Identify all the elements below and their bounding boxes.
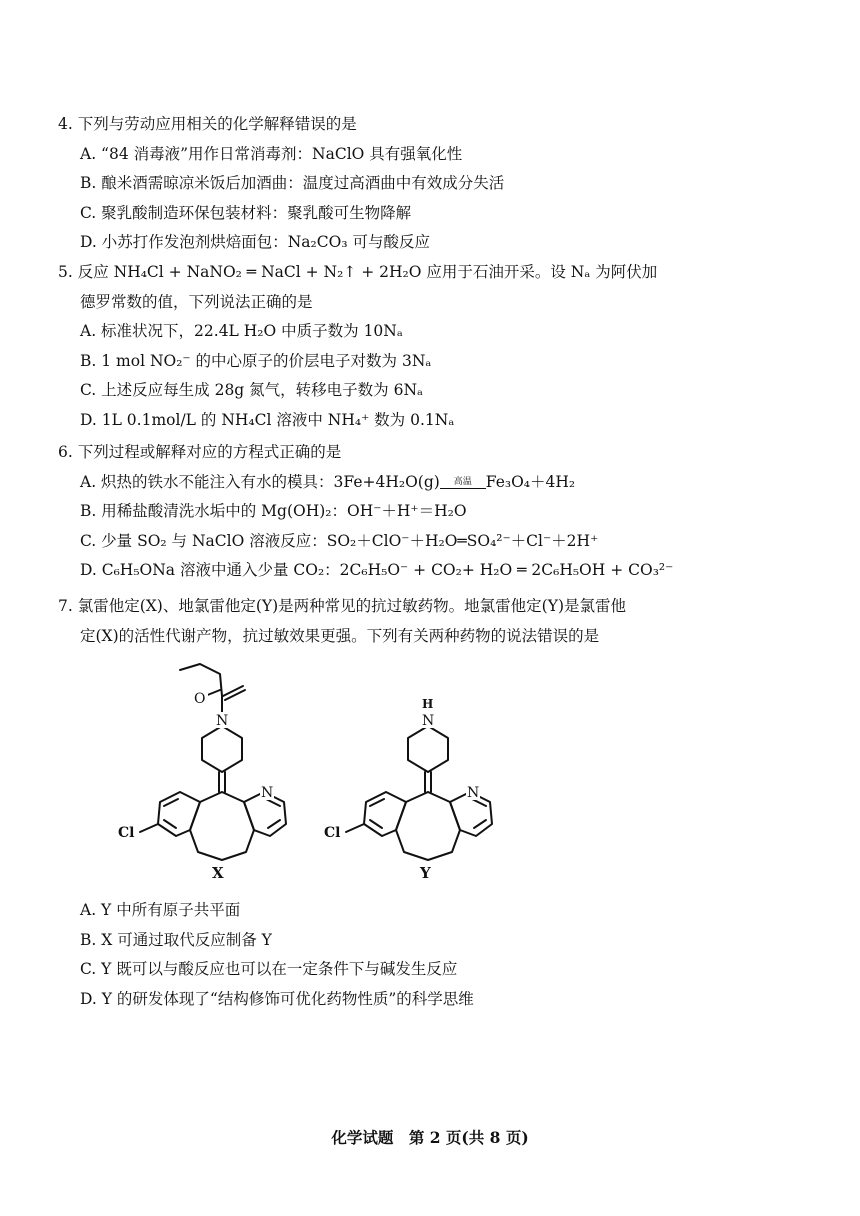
question-7-option-b: B. X 可通过取代反应制备 Y: [80, 930, 272, 949]
question-6-stem: 6. 下列过程或解释对应的方程式正确的是: [58, 443, 342, 461]
atom-label-o: O: [194, 691, 206, 707]
question-6-option-b: B. 用稀盐酸清洗水垢中的 Mg(OH)₂：OH⁻＋H⁺＝H₂O: [80, 502, 467, 520]
page-footer: 化学试题 第 2 页(共 8 页): [331, 1128, 529, 1147]
question-5-option-d: D. 1L 0.1mol/L 的 NH₄Cl 溶液中 NH₄⁺ 数为 0.1Nₐ: [80, 410, 455, 429]
question-4-option-a: A. “84 消毒液”用作日常消毒剂：NaClO 具有强氧化性: [80, 144, 463, 163]
atom-label-cl: Cl: [324, 825, 341, 841]
question-5: [58, 258, 848, 435]
reaction-condition-arrow: [440, 477, 486, 489]
question-7-stem-line1: 7. 氯雷他定(X)、地氯雷他定(Y)是两种常见的抗过敏药物。地氯雷他定(Y)是氯雷他: [58, 597, 627, 615]
question-4-option-d: D. 小苏打作发泡剂烘焙面包：Na₂CO₃ 可与酸反应: [80, 233, 430, 251]
question-4: [58, 110, 848, 258]
question-5-option-a: A. 标准状况下，22.4L H₂O 中质子数为 10Nₐ: [80, 322, 403, 340]
compound-label-y: Y: [420, 864, 431, 882]
question-7: [58, 592, 848, 651]
question-4-stem: 4. 下列与劳动应用相关的化学解释错误的是: [58, 115, 357, 133]
question-4-option-b: B. 酿米酒需晾凉米饭后加酒曲：温度过高酒曲中有效成分失活: [80, 174, 505, 192]
question-7-options: [58, 896, 848, 1014]
question-6-option-a-reactants: A. 炽热的铁水不能注入有水的模具：3Fe+4H₂O(g): [80, 472, 440, 491]
molecule-structures-figure: [100, 660, 520, 890]
question-6-option-a: [58, 468, 848, 498]
atom-label-n: N: [261, 785, 274, 801]
atom-label-n: N: [422, 713, 435, 729]
question-7-option-d: D. Y 的研发体现了“结构修饰可优化药物性质”的科学思维: [80, 989, 474, 1008]
question-7-option-c: C. Y 既可以与酸反应也可以在一定条件下与碱发生反应: [80, 960, 458, 978]
atom-label-n: N: [467, 785, 480, 801]
question-5-stem-line2: 德罗常数的值，下列说法正确的是: [80, 292, 313, 311]
question-5-option-c: C. 上述反应每生成 28g 氮气，转移电子数为 6Nₐ: [80, 381, 423, 399]
reaction-condition-label: 高温: [453, 476, 472, 487]
atom-label-cl: Cl: [118, 825, 135, 841]
compound-label-x: X: [212, 864, 224, 882]
question-6-option-c: C. 少量 SO₂ 与 NaClO 溶液反应：SO₂＋ClO⁻＋H₂O═SO₄²⁻＋Cl⁻＋2H⁺: [80, 531, 599, 550]
question-5-stem-line1: 5. 反应 NH₄Cl + NaNO₂ ═ NaCl + N₂↑ + 2H₂O 应用于石油开采。设 Nₐ 为阿伏加: [58, 263, 658, 281]
question-7-option-a: A. Y 中所有原子共平面: [80, 901, 241, 919]
atom-label-n: N: [216, 713, 229, 729]
molecule-x-structure: [140, 664, 286, 860]
question-6-option-a-products: Fe₃O₄＋4H₂: [485, 472, 576, 491]
question-7-stem-line2: 定(X)的活性代谢产物，抗过敏效果更强。下列有关两种药物的说法错误的是: [80, 626, 600, 645]
question-4-option-c: C. 聚乳酸制造环保包装材料：聚乳酸可生物降解: [80, 203, 412, 222]
question-6: [58, 438, 848, 586]
atom-label-h: H: [422, 697, 434, 711]
question-6-option-d: D. C₆H₅ONa 溶液中通入少量 CO₂：2C₆H₅O⁻ + CO₂+ H₂O ═ 2C₆H₅OH + CO₃²⁻: [80, 561, 674, 579]
question-5-option-b: B. 1 mol NO₂⁻ 的中心原子的价层电子对数为 3Nₐ: [80, 351, 432, 370]
